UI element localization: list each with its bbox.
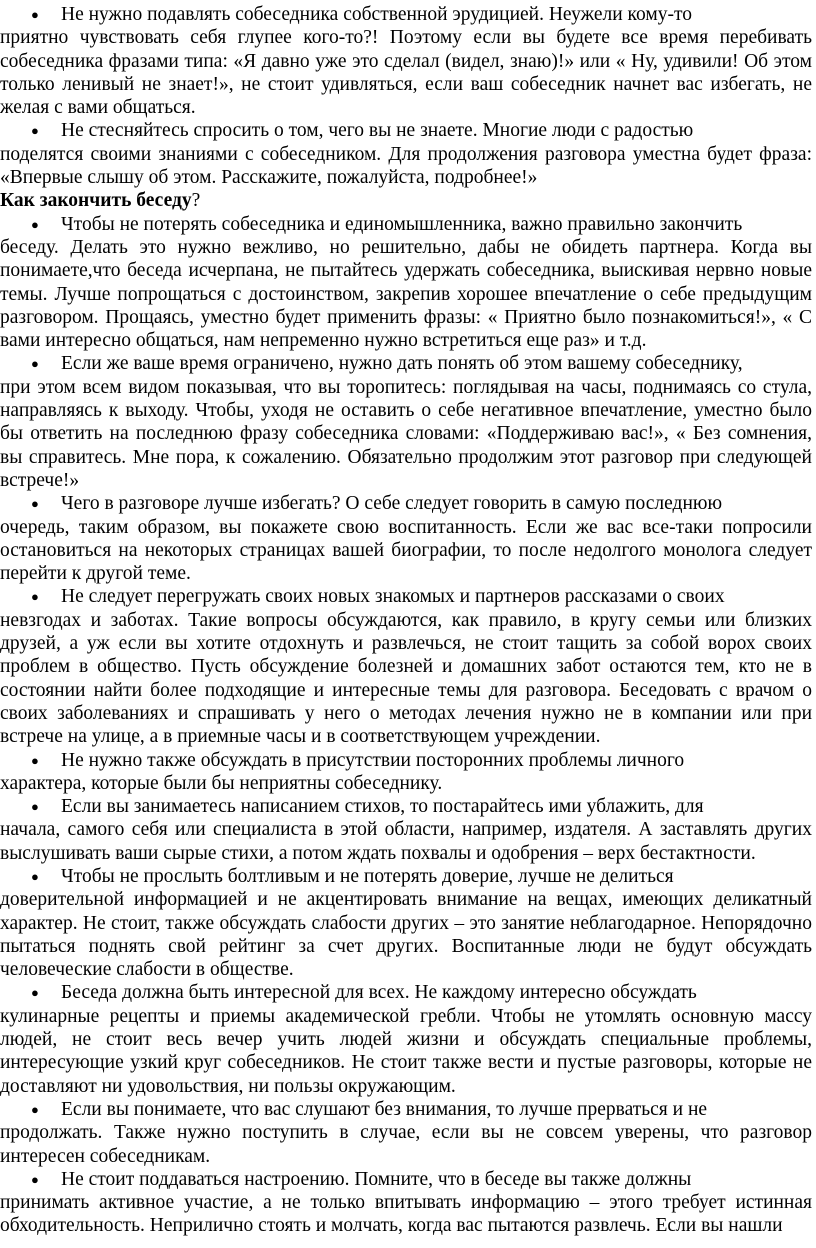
bullet-item <box>0 865 812 981</box>
section-heading <box>0 189 812 212</box>
bullet-icon: ● <box>31 123 39 139</box>
bullet-icon: ● <box>31 1171 39 1187</box>
bullet-text: при этом всем видом показывая, что вы торопитесь: поглядывая на часы, поднимаясь со стула, направляясь к выходу. Чтобы, уходя не оставить о себе негативное впечатление, уместно было бы ответить на последнюю фразу собеседника словами: «Поддерживаю вас!», « Без сомнения, вы справитесь. Мне пора, к сожалению. Обязательно продолжим этот разговор при следующей встрече!» <box>0 376 812 491</box>
bullet-first-line: Не стесняйтесь спросить о том, чего вы не знаете. Многие люди с радостью <box>61 120 694 142</box>
bullet-text: начала, самого себя или специалиста в этой области, например, издателя. А заставлять других выслушивать ваши сырые стихи, а потом ждать похвалы и одобрения – верх бестактности. <box>0 819 812 864</box>
bullet-icon: ● <box>31 216 39 232</box>
bullet-text: характера, которые были бы неприятны собеседнику. <box>0 772 443 794</box>
bullet-text: приятно чувствовать себя глупее кого-то?! Поэтому если вы будете все время перебивать собеседника фразами типа: «Я давно уже это сделал (видел, знаю)!» или « Ну, удивили! Об этом только ленивый не знает!», не стоит удивляться, если ваш собеседник начнет вас избегать, не желая с вами общаться. <box>0 27 812 119</box>
bullet-item <box>0 213 812 353</box>
bullet-first-line: Беседа должна быть интересной для всех. Не каждому интересно обсуждать <box>61 982 697 1004</box>
bullet-first-line: Если вы понимаете, что вас слушают без внимания, то лучше прерваться и не <box>61 1098 708 1120</box>
bullet-icon: ● <box>31 589 39 605</box>
bullet-item <box>0 585 812 748</box>
bullet-text: кулинарные рецепты и приемы академической гребли. Чтобы не утомлять основную массу людей, не стоит весь вечер учить людей жизни и обсуждать специальные проблемы, интересующие узкий круг собеседников. Не стоит также вести и пустые разговоры, которые не доставляют ни удовольствия, ни пользы окружающим. <box>0 1005 812 1097</box>
bullet-text: поделятся своими знаниями с собеседником. Для продолжения разговора уместна будет фраза: «Впервые слышу об этом. Расскажите, пожалуйста, подробнее!» <box>0 143 812 189</box>
bullet-first-line: Чего в разговоре лучше избегать? О себе следует говорить в самую последнюю <box>61 493 723 515</box>
bullet-icon: ● <box>31 752 39 768</box>
bullet-first-line: Не следует перегружать своих новых знакомых и партнеров рассказами о своих <box>61 586 725 608</box>
bullet-item <box>0 795 812 865</box>
bullet-item <box>0 1098 812 1168</box>
bullet-icon: ● <box>31 7 39 22</box>
bullet-item <box>0 749 812 796</box>
bullet-item <box>0 119 812 189</box>
bullet-item <box>0 981 812 1097</box>
bullet-text: беседу. Делать это нужно вежливо, но решительно, дабы не обидеть партнера. Когда вы понимаете,что беседа исчерпана, не пытайтесь удержать собеседника, выискивая нервно новые темы. Лучше попрощаться с достоинством, закрепив хорошее впечатление о себе предыдущим разговором. Прощаясь, уместно будет применить фразы: « Приятно было познакомиться!», « С вами интересно общаться, нам непременно нужно встретиться еще раз» и т.д. <box>0 236 812 352</box>
section-heading-mark: ? <box>191 190 201 212</box>
bullet-text: невзгодах и заботах. Такие вопросы обсуждаются, как правило, в кругу семьи или близких друзей, а уж если вы хотите отдохнуть и развлечься, не стоит тащить за собой ворох своих проблем в общество. Пусть обсуждение болезней и домашних забот остаются тем, кто не в состоянии найти более подходящие и интересные темы для разговора. Беседовать с врачом о своих заболеваниях и спрашивать у него о методах лечения нужно не в компании или при встрече на улице, а в приемные часы и в соответствующем учреждении. <box>0 609 812 748</box>
bullet-text: очередь, таким образом, вы покажете свою воспитанность. Если же вас все-таки попросили остановиться на некоторых страницах вашей биографии, то после недолгого монолога следует перейти к другой теме. <box>0 516 812 585</box>
bullet-text: принимать активное участие, а не только впитывать информацию – этого требует истинная обходительность. Неприлично стоять и молчать, когда вас пытаются развлечь. Если вы нашли <box>0 1192 812 1237</box>
bullet-icon: ● <box>31 799 39 815</box>
bullet-first-line: Чтобы не прослыть болтливым и не потерять доверие, лучше не делиться <box>61 865 674 887</box>
bullet-first-line: Чтобы не потерять собеседника и единомышленника, важно правильно закончить <box>61 213 743 235</box>
bullet-icon: ● <box>31 356 39 372</box>
bullet-first-line: Не нужно подавлять собеседника собственной эрудицией. Неужели кому-то <box>61 4 692 25</box>
bullet-item <box>0 352 812 492</box>
bullet-item <box>0 3 812 119</box>
bullet-first-line: Не нужно также обсуждать в присутствии посторонних проблемы личного <box>61 749 685 771</box>
section-heading-text: Как закончить беседу <box>0 190 192 212</box>
bullet-icon: ● <box>31 496 39 512</box>
bullet-first-line: Не стоит поддаваться настроению. Помните, что в беседе вы также должны <box>61 1168 692 1190</box>
bullet-icon: ● <box>31 985 39 1001</box>
bullet-icon: ● <box>31 1101 39 1117</box>
bullet-item <box>0 1168 812 1238</box>
bullet-icon: ● <box>31 868 39 884</box>
bullet-text: доверительной информацией и не акцентировать внимание на вещах, имеющих деликатный характер. Не стоит, также обсуждать слабости других – это занятие неблагодарное. Непорядочно пытаться поднять свой рейтинг за счет других. Воспитанные люди не будут обсуждать человеческие слабости в обществе. <box>0 889 812 981</box>
bullet-item <box>0 492 812 585</box>
bullet-first-line: Если же ваше время ограничено, нужно дать понять об этом вашему собеседнику, <box>61 353 743 375</box>
bullet-text: продолжать. Также нужно поступить в случае, если вы не совсем уверены, что разговор интересен собеседникам. <box>0 1122 812 1167</box>
bullet-first-line: Если вы занимаетесь написанием стихов, то постарайтесь ими ублажить, для <box>61 796 704 818</box>
